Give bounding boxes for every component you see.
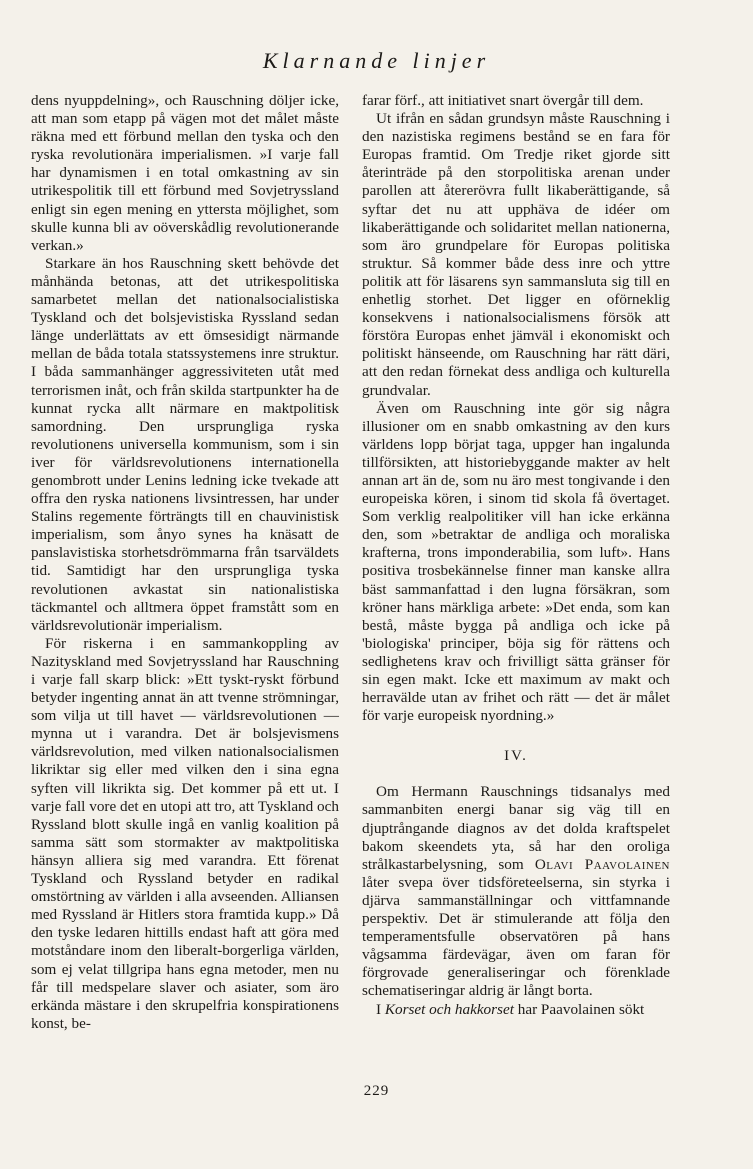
section-heading: IV. — [504, 748, 528, 765]
page-number: 229 — [363, 1083, 390, 1099]
right-column — [362, 92, 670, 1019]
paragraph: Ut ifrån en sådan grundsyn måste Rauschning i den nazistiska regimens bestånd se en fara för Europas framtid. Om Tredje riket gjorde sitt återinträde på den storpolitiska arenan under parollen att återerövra fullt likaberättigande, så syftar det nu att upphäva de idéer om likaberättigande och solidaritet mellan nationerna, som äro grundpelare för Europas politiska struktur. Så kommer både dess inre och yttre politik att för läsarens syn sammansluta sig till en enhetlig storhet. Det ligger en oförneklig konsekvens i nationalsocialismens försök att förstöra Europas enhet jämväl i ekonomiskt och politiskt hänseende, om Rauschning har rätt däri, att den redan förnekat dess andliga och kulturella grundvalar. — [362, 110, 670, 399]
paragraph: För riskerna i en sammankoppling av Nazityskland med Sovjetryssland har Rauschning i varje fall skarp blick: »Ett tyskt-ryskt förbund betyder ingenting annat än att tvenne strömningar, som vilja ut till havet — världsrevolutionen — mynna ut i varandra. Det är bolsjevismens världsrevolution, med vilken nationalsocialismen likriktar sig eller med vilken den i sina egna syften vill likrikta sig. Det kommer på ett ut. I varje fall vore det en utopi att tro, att Tyskland och Ryssland blott skulle ingå en vanlig koalition på samma sätt som stormakter av maktpolitiska hänsyn alliera sig med varandra. Ett förenat Tyskland och Ryssland betyder en radikal omstörtning av världen i alla avseenden. Alliansen med Ryssland är Hitlers stora framtida kupp.» Då den tyske ledaren hittills endast haft att göra med motståndare inom den liberalt-borgerliga världen, som ej velat tillgripa hans egna metoder, men nu får till medspelare slaver och asiater, som äro erkända mästare i den skrupelfria konspirationens konst, be- — [31, 634, 339, 1032]
book-title: Korset och hakkorset — [384, 1000, 514, 1018]
text-run: har Paavolainen sökt — [513, 1000, 645, 1018]
running-title: Klarnande linjer — [262, 48, 491, 73]
paragraph — [362, 1001, 670, 1019]
left-column — [31, 92, 339, 1033]
paragraph: Starkare än hos Rauschning skett behövde det månhända betonas, att det utrikespolitiska samarbetet mellan det nationalsocialistiska Tyskland och det bolsjevistiska Ryssland sedan länge underlättats av ett ömsesidigt närmande mellan de båda totala statssystemens inre struktur. I båda sammanhänger aggressiviteten utåt med terrorismen inåt, och från skilda startpunkter ha de kunnat rycka allt närmare en maktpolitisk samordning. Den ursprungliga ryska revolutionens universella kommunism, som i sin iver för världsrevolutionens internationella genombrott under Lenins ledning icke tvekade att offra den ryska nationens livsintressen, har under Stalins regemente förträngts till en chauvinistisk imperialism, som ånyo synes ha knäsatt de panslavistiska storhetsdrömmarna från tsarväldets tid. Samtidigt har den ursprungliga tyska revolutionen avkastat sin nationalistiska täckmantel och alltmera öppet framstått som en världsrevolutionär imperialism. — [31, 254, 339, 634]
author-name: Olavi Paavolainen — [534, 855, 670, 873]
paragraph — [362, 783, 670, 1000]
paragraph: farar förf., att initiativet snart övergår till dem. — [362, 92, 644, 109]
paragraph: dens nyuppdelning», och Rauschning döljer icke, att man som etapp på vägen mot det målet måste räkna med ett förbund mellan den tyska och den ryska revolutionära imperialismen. »I varje fall har dynamismen i en total omkastning av sin utrikespolitik till ett förbund med Sovjetryssland enligt sin egen mening en yttersta möjlighet, som skulle kunna bli av oöverskådlig revolutionerande verkan.» — [31, 92, 339, 254]
text-run: låter svepa över tidsföreteelserna, sin styrka i djärva sammanställningar och vittfamnande perspektiv. Det är stimulerande att följa den temperamentsfulle observatören på hans vågsamma färdevägar, även om faran för förgrovade generaliseringar och förenklade schematiseringar aldrig är långt borta. — [362, 873, 670, 1000]
text-run: I — [376, 1000, 385, 1018]
paragraph: Även om Rauschning inte gör sig några illusioner om en snabb omkastning av den kurs världens lopp börjat taga, uppger han ingalunda tillförsikten, att historiebyggande makter av helt annan art än de, som nu äro mest tongivande i den europeiska kören, i sinom tid skola få övertaget. Som verklig realpolitiker vill han icke erkänna den, som »betraktar de andliga och moraliska krafterna, trons imponderabilia, som luft». Hans positiva trosbekännelse finner man kanske allra bäst sammanfattad i den lugna försäkran, som kröner hans märkliga arbete: »Det enda, som kan bestå, måste bygga på andliga och icke på 'biologiska' principer, böja sig för rättens och sedlighetens krav och frivilligt sätta gränser för sin egen makt. Icke ett maximum av makt och herravälde utan av frihet och rätt — det är målet för varje europeisk nyordning.» — [362, 399, 670, 725]
text-run: Om Hermann Rauschnings tidsanalys med sammanbiten energi banar sig väg till en djuptrångande diagnos av det dolda kraftspelet bakom skeendets yta, så har den oroliga strålkastarbelysning, som — [362, 783, 670, 873]
